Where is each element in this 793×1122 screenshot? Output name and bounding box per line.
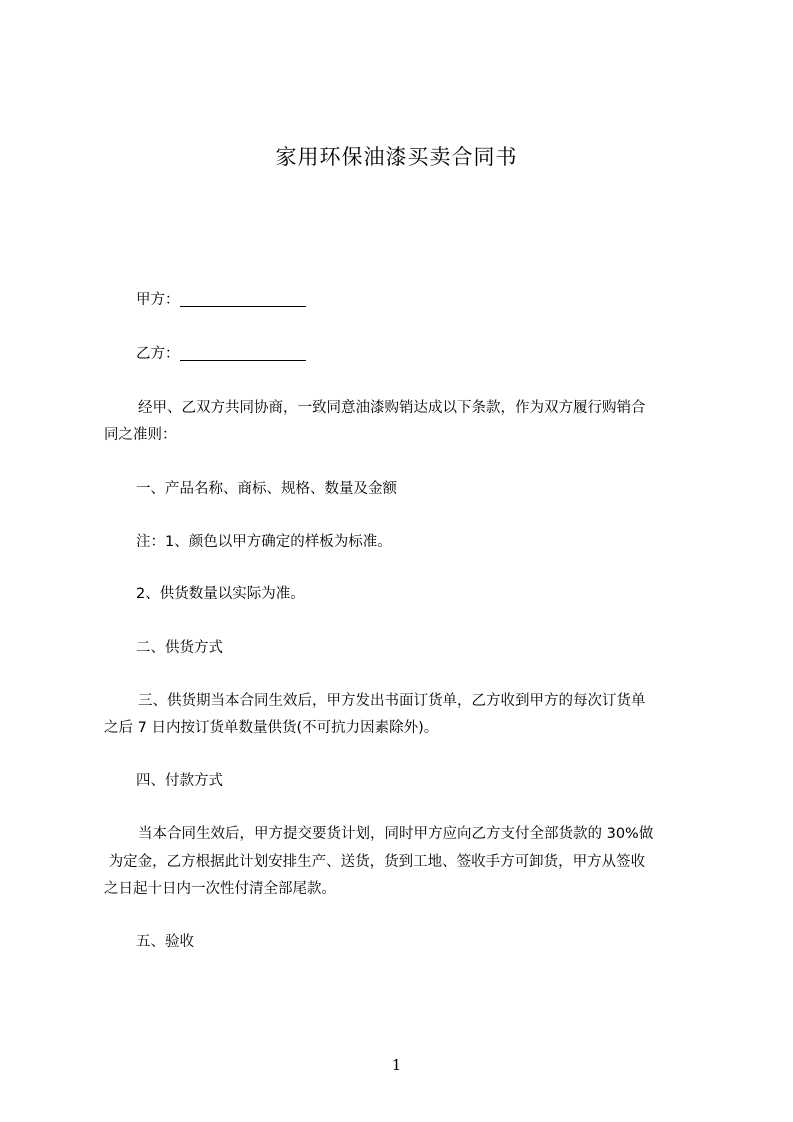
section-3-line-1: 三、供货期当本合同生效后，甲方发出书面订货单，乙方收到甲方的每次订货单: [138, 693, 646, 709]
party-a-line: [104, 286, 732, 314]
party-b-blank: [180, 346, 306, 361]
section-5-heading: 五、验收: [136, 934, 194, 950]
payment-line-3: 之日起十日内一次性付清全部尾款。: [104, 881, 336, 897]
page-number: 1: [391, 1056, 402, 1074]
party-a-label: 甲方：: [136, 292, 180, 308]
section-2-heading: 二、供货方式: [136, 640, 223, 656]
document-title: 家用环保油漆买卖合同书: [275, 145, 518, 169]
payment-line-1: 当本合同生效后，甲方提交要货计划，同时甲方应向乙方支付全部货款的 30%做: [138, 826, 654, 842]
section-3-line-2: 之后 7 日内按订货单数量供货(不可抗力因素除外)。: [104, 720, 439, 736]
note-2: 2、供货数量以实际为准。: [136, 586, 305, 602]
note-1: 注：1、颜色以甲方确定的样板为标准。: [136, 534, 392, 550]
party-b-line: [104, 340, 732, 368]
party-b-label: 乙方：: [136, 346, 180, 362]
party-a-blank: [180, 292, 306, 307]
intro-line-1: 经甲、乙双方共同协商，一致同意油漆购销达成以下条款，作为双方履行购销合: [138, 400, 646, 416]
section-1-heading: 一、产品名称、商标、规格、数量及金额: [136, 481, 397, 497]
payment-line-2: 为定金，乙方根据此计划安排生产、送货，货到工地、签收手方可卸货，甲方从签收: [104, 854, 646, 870]
section-4-heading: 四、付款方式: [136, 773, 223, 789]
intro-line-2: 同之准则：: [104, 427, 177, 443]
